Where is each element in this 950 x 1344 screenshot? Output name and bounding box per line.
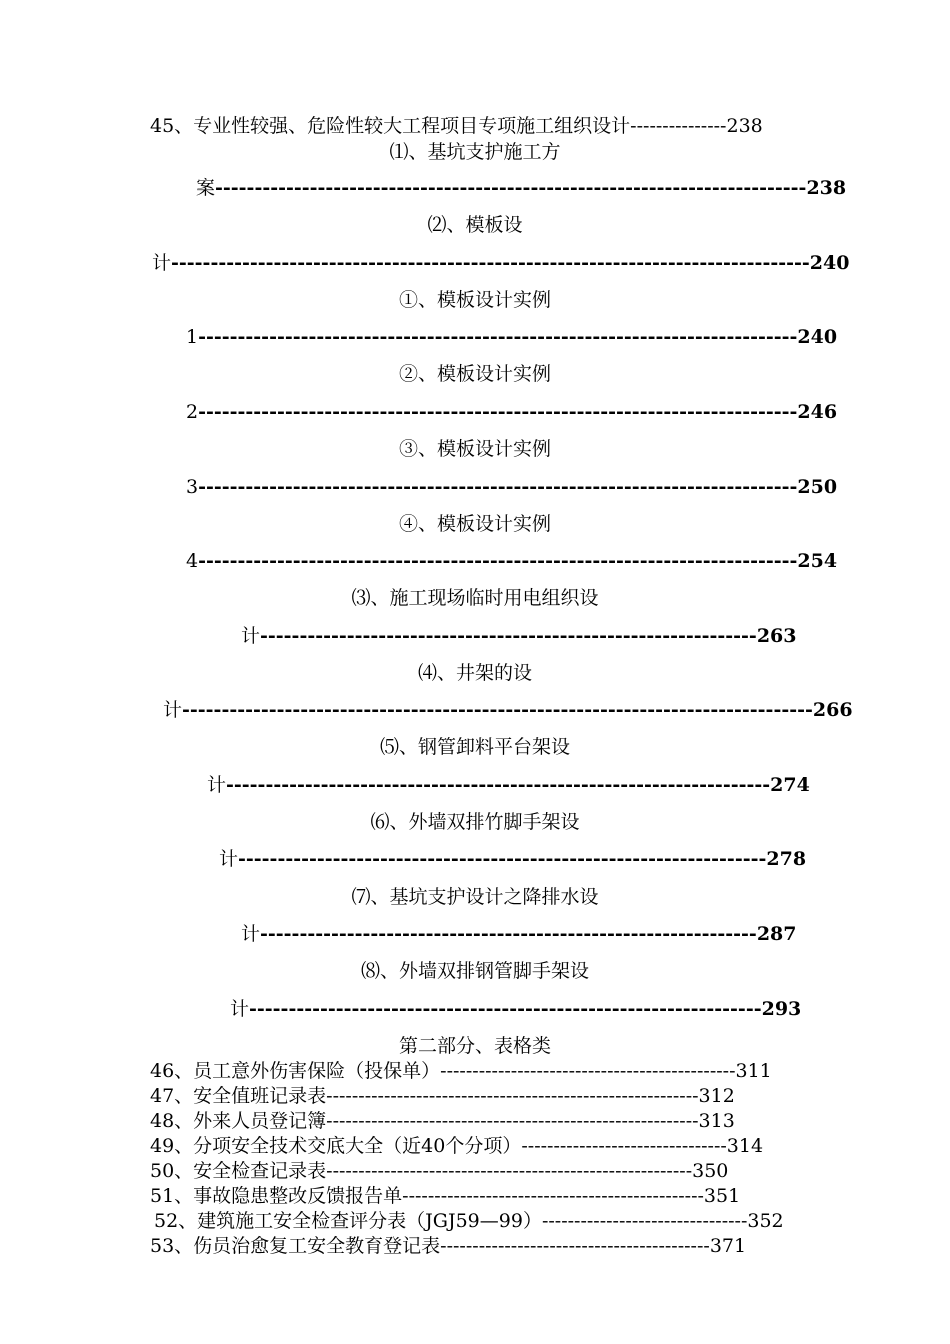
toc-subitem-page: 250 <box>797 476 838 498</box>
toc-subitem-continuation <box>207 773 810 797</box>
toc-subitem-tail: 3 <box>186 476 199 498</box>
toc-subitem-title: ③、模板设计实例 <box>398 438 551 460</box>
toc-subitem-dots: --------------------------------------------------------------- <box>260 923 757 945</box>
toc-subitem-continuation <box>241 624 797 648</box>
toc-subitem-page: 278 <box>766 848 807 870</box>
toc-subitem-dots: ---------------------------------------------------------------------------- <box>198 550 798 572</box>
toc-subitem-tail: 案 <box>196 177 216 199</box>
section-title: 第二部分、表格类 <box>398 1035 551 1057</box>
toc-subitem-title: ⑻、外墙双排钢管脚手架设 <box>360 960 589 982</box>
toc-subitem-continuation <box>219 847 806 871</box>
toc-item: 46、员工意外伤害保险（投保单）----------------------------------------------311 <box>150 1060 772 1082</box>
toc-item: 52、建筑施工安全检查评分表（JGJ59—99）--------------------------------352 <box>154 1210 784 1232</box>
toc-subitem-title: ⑹、外墙双排竹脚手架设 <box>370 811 580 833</box>
toc-subitem-dots: --------------------------------------------------------------------------------- <box>171 252 810 274</box>
toc-subitem-page: 263 <box>756 625 797 647</box>
toc-subitem-title: ⑶、施工现场临时用电组织设 <box>351 587 599 609</box>
toc-subitem-continuation <box>186 400 837 424</box>
toc-subitem-page: 240 <box>809 252 850 274</box>
toc-subitem-tail: 计 <box>230 998 250 1020</box>
toc-subitem-title: ⑺、基坑支护设计之降排水设 <box>351 886 599 908</box>
toc-subitem-page: 246 <box>797 401 838 423</box>
toc-subitem-page: 238 <box>806 177 847 199</box>
toc-subitem-continuation <box>186 549 837 573</box>
toc-subitem-title: ⑸、钢管卸料平台架设 <box>379 736 570 758</box>
toc-subitem-page: 274 <box>770 774 810 796</box>
toc-subitem-continuation <box>230 997 801 1021</box>
toc-item: 51、事故隐患整改反馈报告单-----------------------------------------------351 <box>150 1185 741 1207</box>
toc-subitem-dots: --------------------------------------------------------------------------- <box>215 177 807 199</box>
toc-subitem-page: 266 <box>812 699 853 721</box>
toc-subitem-tail: 4 <box>186 550 199 572</box>
toc-item-45: 45、专业性较强、危险性较大工程项目专项施工组织设计---------------238 <box>150 115 763 137</box>
toc-subitem-title: ④、模板设计实例 <box>398 513 551 535</box>
toc-subitem-page: 287 <box>756 923 797 945</box>
toc-subitem-continuation <box>196 176 846 200</box>
toc-subitem-continuation <box>163 698 853 722</box>
toc-item: 50、安全检查记录表---------------------------------------------------------350 <box>150 1160 729 1182</box>
toc-subitem-tail: 计 <box>207 774 227 796</box>
toc-subitem-tail: 计 <box>163 699 183 721</box>
toc-subitem-tail: 计 <box>241 923 261 945</box>
toc-subitem-dots: --------------------------------------------------------------- <box>260 625 757 647</box>
toc-subitem-continuation <box>186 325 837 349</box>
toc-subitem-dots: --------------------------------------------------------------------- <box>226 774 771 796</box>
toc-subitem-tail: 计 <box>241 625 261 647</box>
toc-subitem-title: ①、模板设计实例 <box>398 289 551 311</box>
toc-subitem-title: ⑵、模板设 <box>427 214 523 236</box>
toc-subitem-dots: ---------------------------------------------------------------------------- <box>198 401 798 423</box>
toc-subitem-dots: ---------------------------------------------------------------------------- <box>198 326 798 348</box>
toc-subitem-continuation <box>241 922 797 946</box>
toc-subitem-title: ⑷、井架的设 <box>417 662 532 684</box>
toc-subitem-dots: ------------------------------------------------------------------- <box>238 848 767 870</box>
toc-item: 48、外来人员登记簿----------------------------------------------------------313 <box>150 1110 735 1132</box>
toc-subitem-page: 293 <box>761 998 802 1020</box>
toc-subitem-continuation <box>186 475 837 499</box>
toc-subitem-tail: 计 <box>219 848 239 870</box>
toc-subitem-dots: ----------------------------------------------------------------- <box>249 998 762 1020</box>
toc-item: 53、伤员治愈复工安全教育登记表------------------------------------------371 <box>150 1235 747 1257</box>
toc-subitem-page: 240 <box>797 326 838 348</box>
toc-subitem-page: 254 <box>797 550 838 572</box>
toc-subitem-dots: ---------------------------------------------------------------------------- <box>198 476 798 498</box>
toc-subitem-continuation <box>152 251 849 275</box>
toc-subitem-tail: 计 <box>152 252 172 274</box>
toc-subitem-dots: -------------------------------------------------------------------------------- <box>182 699 813 721</box>
toc-subitem-tail: 1 <box>186 326 199 348</box>
toc-item: 47、安全值班记录表----------------------------------------------------------312 <box>150 1085 735 1107</box>
toc-subitem-title: ②、模板设计实例 <box>398 363 551 385</box>
toc-subitem-title: ⑴、基坑支护施工方 <box>389 141 561 163</box>
toc-item: 49、分项安全技术交底大全（近40个分项）--------------------------------314 <box>150 1135 764 1157</box>
toc-subitem-tail: 2 <box>186 401 199 423</box>
